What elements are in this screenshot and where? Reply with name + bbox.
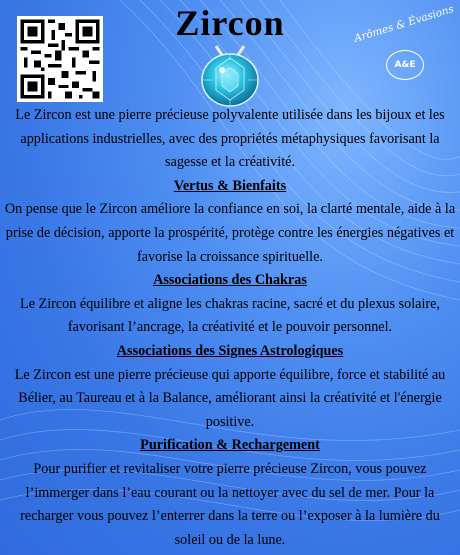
- paragraph-chakras: Le Zircon équilibre et aligne les chakras racine, sacré et du plexus solaire, favorisant l’ancrage, la créativité et le pouvoir personnel.: [20, 295, 440, 336]
- heading-purification: Purification & Rechargement: [140, 437, 320, 454]
- content: [4, 104, 456, 552]
- paragraph-astro: Le Zircon est une pierre précieuse qui apporte équilibre, force et stabilité au Bélier, au Taureau et à la Balance, améliorant ainsi la créativité et l'énergie positive.: [14, 366, 446, 430]
- heading-vertus: Vertus & Bienfaits: [173, 177, 287, 194]
- paragraph-vertus: On pense que le Zircon améliore la confiance en soi, la clarté mentale, aide à la prise de décision, apporte la prospérité, protège contre les énergies négatives et favorise la croissance spirituelle.: [4, 201, 456, 265]
- heading-chakras: Associations des Chakras: [153, 272, 307, 289]
- heading-astro: Associations des Signes Astrologiques: [116, 342, 344, 359]
- zircon-gem-icon: [188, 40, 272, 112]
- paragraph-purification: Pour purifier et revitaliser votre pierre précieuse Zircon, vous pouvez l’immerger dans l’eau courant ou la nettoyer avec du sel de mer. Pour la recharger vous pouvez l’enterrer dans la terre ou l’exposer à la lumière du soleil ou de la lune.: [20, 460, 440, 548]
- brand-logo: [352, 3, 456, 84]
- brand-script-text: Arômes & Évasions: [352, 3, 456, 45]
- brand-badge: A&E: [386, 50, 424, 80]
- intro-paragraph: Le Zircon est une pierre précieuse polyvalente utilisée dans les bijoux et les applications industrielles, avec des propriétés métaphysiques favorisant la sagesse et la créativité.: [15, 107, 445, 171]
- page-title: Zircon: [175, 3, 285, 43]
